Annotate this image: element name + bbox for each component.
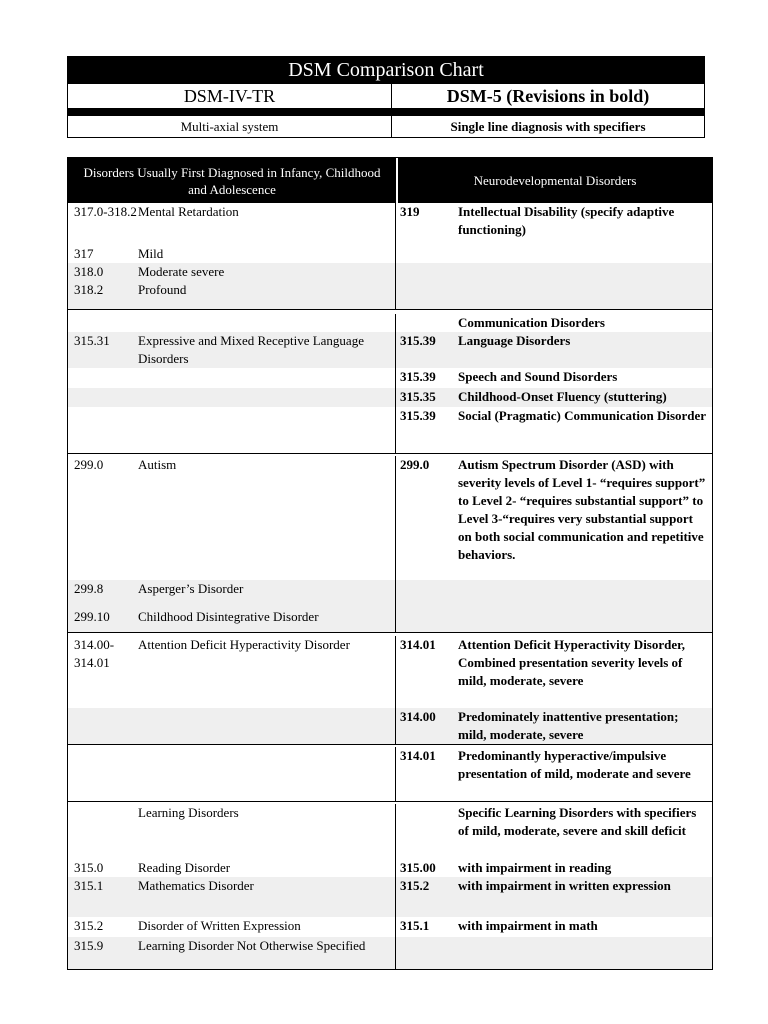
dsm-iv-code — [68, 747, 138, 801]
left-cell — [68, 859, 396, 877]
dsm-5-disorder — [458, 281, 712, 309]
header-divider — [67, 109, 705, 116]
table-row — [68, 636, 712, 708]
table-row — [68, 747, 712, 801]
dsm-iv-code: 314.00-314.01 — [74, 637, 115, 670]
dsm-iv-code: 317.0-318.2 — [74, 204, 137, 219]
right-cell — [396, 804, 712, 859]
table-row — [68, 608, 712, 632]
table-row — [68, 407, 712, 453]
dsm-5-code — [396, 263, 458, 281]
dsm-5-disorder: Speech and Sound Disorders — [458, 369, 618, 384]
table-row — [68, 917, 712, 937]
left-cell — [68, 368, 396, 388]
dsm-iv-code — [68, 388, 138, 407]
right-cell — [396, 937, 712, 969]
dsm-5-disorder — [458, 263, 712, 281]
dsm-iv-disorder: Mathematics Disorder — [138, 878, 254, 893]
table-row — [68, 859, 712, 877]
dsm-iv-code: 317 — [74, 246, 94, 261]
dsm-iv-disorder: Learning Disorder Not Otherwise Specified — [138, 938, 366, 953]
dsm-5-disorder: Childhood-Onset Fluency (stuttering) — [458, 389, 667, 404]
dsm-5-disorder — [458, 245, 712, 263]
dsm-iv-code — [68, 407, 138, 453]
dsm-iv-code: 318.2 — [74, 282, 104, 297]
left-cell — [68, 917, 396, 937]
dsm-5-code: 315.35 — [400, 389, 436, 404]
dsm-5-code — [396, 580, 458, 608]
dsm-5-code — [396, 314, 458, 332]
dsm-iv-disorder: Disorder of Written Expression — [138, 918, 301, 933]
dsm-5-code: 315.00 — [400, 860, 436, 875]
dsm-5-disorder: Communication Disorders — [458, 315, 605, 330]
left-cell — [68, 708, 396, 744]
dsm-5-disorder: Intellectual Disability (specify adaptive functioning) — [458, 204, 675, 237]
right-cell — [396, 636, 712, 708]
dsm-5-code: 314.01 — [400, 637, 436, 652]
table-section — [68, 309, 712, 453]
dsm-5-disorder: Autism Spectrum Disorder (ASD) with severity levels of Level 1- “requires support” to Level 2- “requires substantial support” to Level 3-“requires very substantial support on both social communication and repetitive behaviors. — [458, 457, 706, 562]
right-cell — [396, 407, 712, 453]
dsm-5-disorder: with impairment in math — [458, 918, 598, 933]
dsm-5-code: 319 — [400, 204, 420, 219]
table-row — [68, 281, 712, 309]
table-row — [68, 877, 712, 917]
left-cell — [68, 407, 396, 453]
table-row — [68, 708, 712, 744]
dsm-iv-disorder — [138, 407, 395, 453]
left-cell — [68, 281, 396, 309]
system-row — [67, 116, 705, 138]
new-system-label: Single line diagnosis with specifiers — [450, 119, 646, 134]
left-cell — [68, 388, 396, 407]
dsm-iv-code: 299.8 — [74, 581, 104, 596]
dsm-5-code: 315.1 — [400, 918, 430, 933]
table-row — [68, 245, 712, 263]
table-row — [68, 332, 712, 368]
left-cell — [68, 332, 396, 368]
table-section — [68, 744, 712, 801]
dsm-iv-disorder: Autism — [138, 457, 177, 472]
dsm-5-disorder: Specific Learning Disorders with specifiers of mild, moderate, severe and skill deficit — [458, 805, 697, 838]
dsm-5-disorder: Predominately inattentive presentation; mild, moderate, severe — [458, 709, 679, 742]
dsm-iv-disorder: Attention Deficit Hyperactivity Disorder — [138, 637, 350, 652]
dsm-5-code: 315.39 — [400, 369, 436, 384]
comparison-table — [67, 157, 713, 970]
right-cell — [396, 314, 712, 332]
dsm-iv-code: 315.9 — [74, 938, 104, 953]
dsm-iv-disorder: Asperger’s Disorder — [138, 581, 244, 596]
dsm-5-code: 315.39 — [400, 333, 436, 348]
right-cell — [396, 281, 712, 309]
right-cell — [396, 877, 712, 917]
right-cell — [396, 708, 712, 744]
right-column-heading: Neurodevelopmental Disorders — [396, 158, 712, 203]
table-section — [68, 801, 712, 969]
dsm-iv-disorder: Moderate severe — [138, 264, 225, 279]
table-row — [68, 456, 712, 580]
left-cell — [68, 804, 396, 859]
dsm-iv-disorder — [138, 388, 395, 407]
dsm-5-disorder: Language Disorders — [458, 333, 571, 348]
dsm-iv-code: 315.0 — [74, 860, 104, 875]
right-cell — [396, 456, 712, 580]
table-body — [68, 203, 712, 969]
table-section — [68, 203, 712, 309]
table-row — [68, 314, 712, 332]
right-cell — [396, 917, 712, 937]
dsm-5-heading: DSM-5 (Revisions in bold) — [446, 86, 650, 106]
table-section — [68, 632, 712, 744]
chart-header — [67, 56, 705, 138]
left-column-heading: Disorders Usually First Diagnosed in Infancy, Childhood and Adolescence — [83, 164, 381, 197]
dsm-iv-code — [68, 368, 138, 388]
left-cell — [68, 747, 396, 801]
dsm-5-disorder — [458, 580, 712, 608]
dsm-5-disorder: with impairment in reading — [458, 860, 612, 875]
dsm-5-code: 299.0 — [400, 457, 430, 472]
right-cell — [396, 368, 712, 388]
dsm-iv-tr-heading: DSM-IV-TR — [68, 84, 392, 108]
dsm-iv-code: 315.1 — [74, 878, 104, 893]
table-row — [68, 804, 712, 859]
left-cell — [68, 877, 396, 917]
dsm-iv-disorder — [138, 747, 395, 801]
dsm-iv-disorder — [138, 708, 395, 744]
dsm-5-disorder — [458, 937, 712, 969]
dsm-iv-disorder — [138, 368, 395, 388]
dsm-5-code: 314.00 — [400, 709, 436, 724]
dsm-5-disorder: Social (Pragmatic) Communication Disorder — [458, 408, 707, 423]
dsm-5-code — [396, 937, 458, 969]
right-cell — [396, 332, 712, 368]
left-cell — [68, 456, 396, 580]
right-cell — [396, 203, 712, 245]
dsm-5-disorder — [458, 608, 712, 632]
left-cell — [68, 263, 396, 281]
dsm-iv-code: 315.2 — [74, 918, 104, 933]
dsm-iv-disorder: Reading Disorder — [138, 860, 231, 875]
table-row — [68, 263, 712, 281]
dsm-5-disorder: Attention Deficit Hyperactivity Disorder, Combined presentation severity levels of mild, moderate, severe — [458, 637, 685, 688]
dsm-iv-disorder: Childhood Disintegrative Disorder — [138, 609, 319, 624]
version-row — [67, 84, 705, 109]
table-section — [68, 453, 712, 632]
dsm-iv-disorder: Expressive and Mixed Receptive Language Disorders — [138, 333, 364, 366]
dsm-5-disorder: Predominantly hyperactive/impulsive presentation of mild, moderate and severe — [458, 748, 691, 781]
dsm-iv-code: 299.10 — [74, 609, 110, 624]
dsm-5-code: 315.39 — [400, 408, 436, 423]
dsm-5-disorder: with impairment in written expression — [458, 878, 671, 893]
table-row — [68, 388, 712, 407]
right-cell — [396, 388, 712, 407]
left-cell — [68, 636, 396, 708]
left-cell — [68, 245, 396, 263]
dsm-iv-code — [68, 804, 138, 859]
dsm-iv-disorder: Mild — [138, 246, 164, 261]
right-cell — [396, 608, 712, 632]
document-title: DSM Comparison Chart — [67, 56, 705, 84]
dsm-iv-code: 315.31 — [74, 333, 110, 348]
dsm-iv-disorder: Learning Disorders — [138, 805, 239, 820]
table-row — [68, 203, 712, 245]
right-cell — [396, 245, 712, 263]
left-cell — [68, 580, 396, 608]
left-cell — [68, 203, 396, 245]
right-cell — [396, 859, 712, 877]
left-cell — [68, 937, 396, 969]
dsm-iv-disorder: Mental Retardation — [138, 204, 239, 219]
left-cell — [68, 314, 396, 332]
dsm-5-code — [396, 245, 458, 263]
dsm-5-code — [396, 608, 458, 632]
table-row — [68, 368, 712, 388]
dsm-iv-code: 299.0 — [74, 457, 104, 472]
dsm-5-code: 315.2 — [400, 878, 430, 893]
dsm-5-code — [396, 281, 458, 309]
dsm-iv-code: 318.0 — [74, 264, 104, 279]
table-row — [68, 937, 712, 969]
right-cell — [396, 747, 712, 801]
right-cell — [396, 263, 712, 281]
right-cell — [396, 580, 712, 608]
left-cell — [68, 608, 396, 632]
dsm-iv-code — [68, 314, 138, 332]
table-row — [68, 580, 712, 608]
dsm-5-code — [396, 804, 458, 859]
old-system-label: Multi-axial system — [68, 116, 392, 137]
dsm-iv-disorder: Profound — [138, 282, 187, 297]
dsm-iv-code — [68, 708, 138, 744]
table-column-headers — [68, 158, 712, 203]
dsm-5-code: 314.01 — [400, 748, 436, 763]
dsm-iv-disorder — [138, 314, 395, 332]
